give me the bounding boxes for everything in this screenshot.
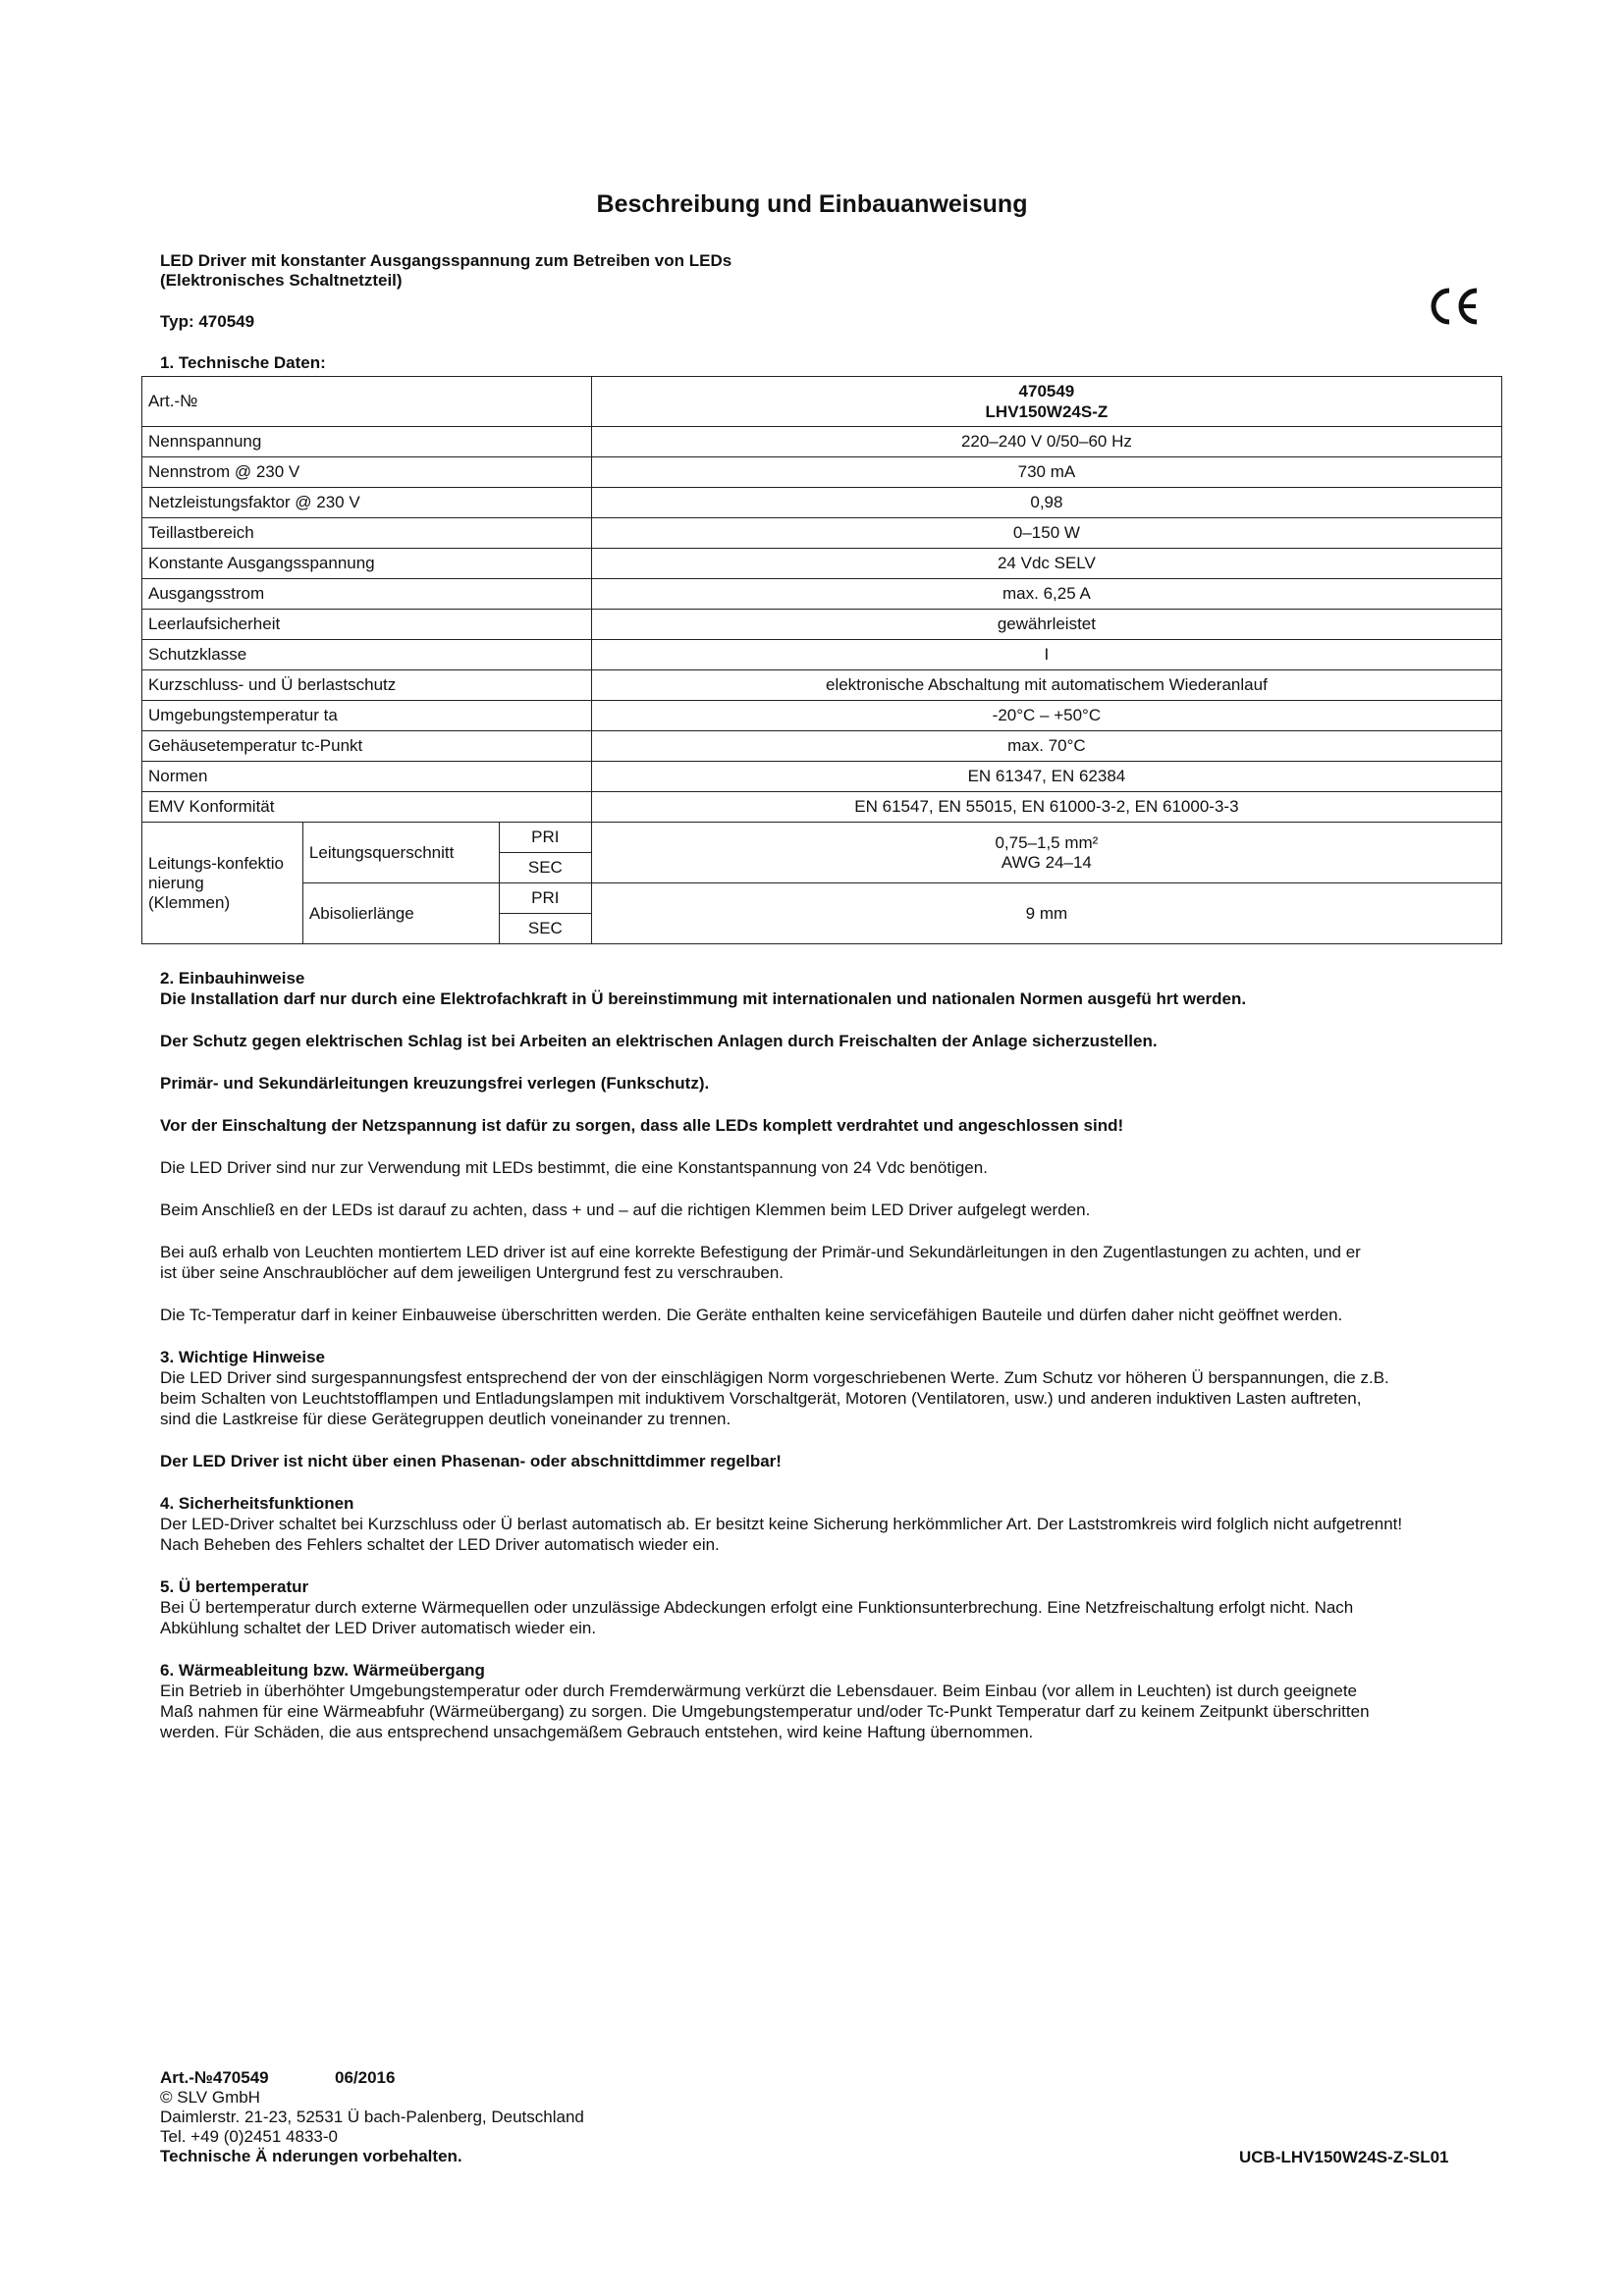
strip-length-label: Abisolierlänge [302, 883, 499, 944]
paragraph-line: ist über seine Anschraublöcher auf dem jeweiligen Untergrund fest zu verschrauben. [160, 1263, 785, 1282]
table-row [142, 823, 1502, 853]
wiring-label-line-1: Leitungs-konfektio [148, 853, 284, 873]
row-label: Umgebungstemperatur ta [142, 701, 592, 731]
paragraph-line: beim Schalten von Leuchtstofflampen und Entladungslampen mit induktivem Vorschaltgerät, Motoren (Ventilatoren, usw.) und anderen induktiven Lasten auftreten, [160, 1389, 1362, 1408]
table-row [142, 731, 1502, 762]
sec-label: SEC [499, 853, 591, 883]
subtitle-line-2: (Elektronisches Schaltnetzteil) [160, 271, 403, 290]
paragraph: Die LED Driver sind nur zur Verwendung mit LEDs bestimmt, die eine Konstantspannung von 24 Vdc benötigen. [160, 1158, 988, 1177]
table-row [142, 488, 1502, 518]
paragraph-line: Die LED Driver sind surgespannungsfest entsprechend der von der einschlägigen Norm vorgeschriebenen Werte. Zum Schutz vor höheren Ü berspannungen, die z.B. [160, 1368, 1389, 1387]
section-1-title: 1. Technische Daten: [160, 353, 326, 372]
cross-section-value [591, 823, 1501, 883]
model-number: LHV150W24S-Z [985, 402, 1109, 421]
paragraph-line: werden. Für Schäden, die aus entsprechend unsachgemäßem Gebrauch entstehen, wird keine Haftung übernommen. [160, 1723, 1034, 1741]
table-row [142, 640, 1502, 670]
row-value: gewährleistet [591, 610, 1501, 640]
footer-address: Daimlerstr. 21-23, 52531 Ü bach-Palenberg, Deutschland [160, 2108, 584, 2126]
footer-copyright: © SLV GmbH [160, 2088, 260, 2107]
table-row [142, 883, 1502, 914]
paragraph: Primär- und Sekundärleitungen kreuzungsfrei verlegen (Funkschutz). [160, 1074, 710, 1093]
paragraph: Die Tc-Temperatur darf in keiner Einbauweise überschritten werden. Die Geräte enthalten keine servicefähigen Bauteile und dürfen daher nicht geöffnet werden. [160, 1306, 1343, 1324]
footer-phone: Tel. +49 (0)2451 4833-0 [160, 2127, 338, 2146]
table-header-value [591, 377, 1501, 427]
paragraph [160, 1681, 1505, 1742]
paragraph-line: Ein Betrieb in überhöhter Umgebungstemperatur oder durch Fremderwärmung verkürzt die Lebensdauer. Beim Einbau (vor allem in Leuchten) ist durch geeignete [160, 1682, 1357, 1700]
table-row [142, 762, 1502, 792]
ce-mark-icon [1426, 285, 1481, 328]
product-type: Typ: 470549 [160, 312, 255, 331]
strip-length-value: 9 mm [591, 883, 1501, 944]
row-label: Schutzklasse [142, 640, 592, 670]
table-row [142, 549, 1502, 579]
table-row [142, 427, 1502, 457]
row-label: Ausgangsstrom [142, 579, 592, 610]
row-value: 220–240 V 0/50–60 Hz [591, 427, 1501, 457]
row-label: Nennspannung [142, 427, 592, 457]
paragraph: Der Schutz gegen elektrischen Schlag ist bei Arbeiten an elektrischen Anlagen durch Freischalten der Anlage sicherzustellen. [160, 1032, 1158, 1050]
paragraph [160, 1367, 1505, 1429]
row-label: Gehäusetemperatur tc-Punkt [142, 731, 592, 762]
pri-label: PRI [499, 883, 591, 914]
paragraph [160, 1514, 1505, 1555]
table-row [142, 579, 1502, 610]
table-row [142, 670, 1502, 701]
row-label: Kurzschluss- und Ü berlastschutz [142, 670, 592, 701]
instructions-body [160, 968, 1505, 1764]
wiring-label-line-2: nierung [148, 873, 204, 892]
footer-imprint [160, 2068, 584, 2166]
row-label: Netzleistungsfaktor @ 230 V [142, 488, 592, 518]
paragraph-line: Bei auß erhalb von Leuchten montiertem LED driver ist auf eine korrekte Befestigung der Primär-und Sekundärleitungen in den Zugentlastungen zu achten, und er [160, 1243, 1361, 1261]
row-value: elektronische Abschaltung mit automatischem Wiederanlauf [591, 670, 1501, 701]
row-value: EN 61347, EN 62384 [591, 762, 1501, 792]
footer-art-no: Art.-№470549 [160, 2068, 269, 2087]
row-value: 0–150 W [591, 518, 1501, 549]
row-value: 0,98 [591, 488, 1501, 518]
sec-label: SEC [499, 914, 591, 944]
table-row [142, 792, 1502, 823]
article-number: 470549 [1018, 382, 1075, 400]
row-value: EN 61547, EN 55015, EN 61000-3-2, EN 61000-3-3 [591, 792, 1501, 823]
cross-section-label: Leitungsquerschnitt [302, 823, 499, 883]
row-label: Konstante Ausgangsspannung [142, 549, 592, 579]
paragraph: Der LED Driver ist nicht über einen Phasenan- oder abschnittdimmer regelbar! [160, 1452, 782, 1470]
table-row [142, 377, 1502, 427]
row-label: Teillastbereich [142, 518, 592, 549]
product-description [160, 251, 731, 291]
paragraph: Vor der Einschaltung der Netzspannung ist dafür zu sorgen, dass alle LEDs komplett verdrahtet und angeschlossen sind! [160, 1116, 1124, 1135]
pri-label: PRI [499, 823, 591, 853]
paragraph-line: Maß nahmen für eine Wärmeabfuhr (Wärmeübergang) zu sorgen. Die Umgebungstemperatur und/oder Tc-Punkt Temperatur darf zu keinem Zeitpunkt überschritten [160, 1702, 1370, 1721]
table-row [142, 457, 1502, 488]
table-row [142, 518, 1502, 549]
wiring-label-line-3: (Klemmen) [148, 892, 231, 912]
footer-document-code: UCB-LHV150W24S-Z-SL01 [1239, 2148, 1449, 2166]
row-label: Leerlaufsicherheit [142, 610, 592, 640]
section-6-title: 6. Wärmeableitung bzw. Wärmeübergang [160, 1661, 485, 1680]
row-value: max. 70°C [591, 731, 1501, 762]
section-4-title: 4. Sicherheitsfunktionen [160, 1494, 354, 1513]
wiring-label [142, 823, 303, 944]
row-value: -20°C – +50°C [591, 701, 1501, 731]
paragraph-line: Der LED-Driver schaltet bei Kurzschluss oder Ü berlast automatisch ab. Er besitzt keine Sicherung herkömmlicher Art. Der Laststromkreis wird folglich nicht aufgetrennt! [160, 1515, 1403, 1533]
document-title: Beschreibung und Einbauanweisung [596, 190, 1028, 218]
paragraph [160, 1242, 1505, 1283]
section-3-title: 3. Wichtige Hinweise [160, 1348, 325, 1366]
paragraph-line: sind die Lastkreise für diese Gerätegruppen deutlich voneinander zu trennen. [160, 1410, 731, 1428]
footer-changes: Technische Ä nderungen vorbehalten. [160, 2147, 462, 2165]
cross-section-mm: 0,75–1,5 mm² [995, 832, 1099, 852]
row-label: Normen [142, 762, 592, 792]
section-2-title: 2. Einbauhinweise [160, 969, 305, 988]
row-value: 730 mA [591, 457, 1501, 488]
section-5-title: 5. Ü bertemperatur [160, 1577, 309, 1596]
footer-date: 06/2016 [335, 2068, 396, 2087]
technical-data-table [141, 376, 1502, 944]
row-value: I [591, 640, 1501, 670]
row-value: max. 6,25 A [591, 579, 1501, 610]
row-value: 24 Vdc SELV [591, 549, 1501, 579]
paragraph-line: Bei Ü bertemperatur durch externe Wärmequellen oder unzulässige Abdeckungen erfolgt eine Funktionsunterbrechung. Eine Netzfreischaltung erfolgt nicht. Nach [160, 1598, 1354, 1617]
subtitle-line-1: LED Driver mit konstanter Ausgangsspannung zum Betreiben von LEDs [160, 251, 732, 270]
paragraph: Die Installation darf nur durch eine Elektrofachkraft in Ü bereinstimmung mit internationalen und nationalen Normen ausgefü hrt werden. [160, 989, 1247, 1008]
paragraph [160, 1597, 1505, 1638]
table-row [142, 610, 1502, 640]
cross-section-awg: AWG 24–14 [1001, 852, 1092, 872]
paragraph-line: Nach Beheben des Fehlers schaltet der LED Driver automatisch wieder ein. [160, 1535, 720, 1554]
row-label: EMV Konformität [142, 792, 592, 823]
paragraph-line: Abkühlung schaltet der LED Driver automatisch wieder ein. [160, 1619, 597, 1637]
paragraph: Beim Anschließ en der LEDs ist darauf zu achten, dass + und – auf die richtigen Klemmen beim LED Driver aufgelegt werden. [160, 1201, 1091, 1219]
table-header-label: Art.-№ [142, 377, 592, 427]
table-row [142, 701, 1502, 731]
row-label: Nennstrom @ 230 V [142, 457, 592, 488]
